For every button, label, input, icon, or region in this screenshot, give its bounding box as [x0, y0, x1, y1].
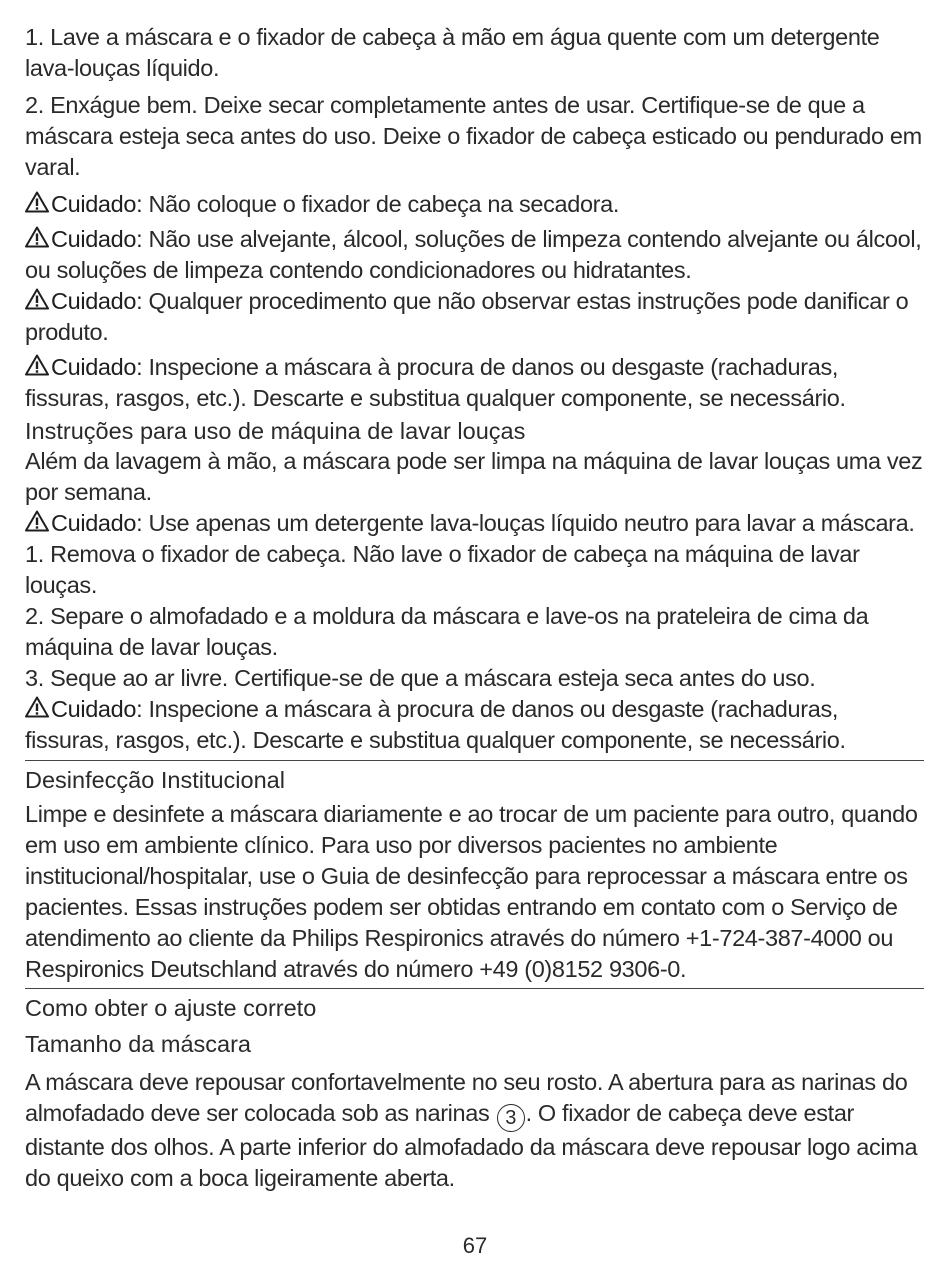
caution-label: Cuidado: [51, 696, 143, 722]
warning-triangle-icon [25, 226, 49, 248]
caution-text: Qualquer procedimento que não observar estas instruções pode danificar o produto. [25, 288, 909, 345]
mask-size-subheading: Tamanho da máscara [25, 1031, 251, 1057]
circled-number-icon: 3 [497, 1104, 525, 1132]
fit-body-text-continued: . O fixador de cabeça deve estar distante dos olhos. A parte inferior do almofadado da máscara deve repousar logo acima do queixo com a boca ligeiramente aberta. [25, 1100, 918, 1191]
caution-label: Cuidado: [51, 510, 143, 536]
warning-triangle-icon [25, 191, 49, 213]
caution-label: Cuidado: [51, 226, 143, 252]
caution-procedure [25, 286, 924, 348]
caution-detergent [25, 508, 924, 539]
disinfection-heading: Desinfecção Institucional [25, 767, 285, 793]
dishwasher-step-2: 2. Separe o almofadado e a moldura da máscara e lave-os na prateleira de cima da máquina de lavar louças. [25, 603, 869, 660]
caution-label: Cuidado: [51, 354, 143, 380]
section-divider [25, 988, 924, 1194]
fit-body-text: A máscara deve repousar confortavelmente no seu rosto. A abertura para as narinas do almofadado deve ser colocada sob as narinas [25, 1069, 908, 1126]
disinfection-body: Limpe e desinfete a máscara diariamente e ao trocar de um paciente para outro, quando em uso em ambiente clínico. Para uso por diversos pacientes no ambiente institucional/hospitalar, use o Guia de desinfecção para reprocessar a máscara entre os pacientes. Essas instruções podem ser obtidas entrando em contato com o Serviço de atendimento ao cliente da Philips Respironics através do número +1-724-387-4000 ou Respironics Deutschland através do número +49 (0)8152 9306-0. [25, 801, 918, 982]
caution-text: Não use alvejante, álcool, soluções de limpeza contendo alvejante ou álcool, ou soluções de limpeza contendo condicionadores ou hidratantes. [25, 226, 922, 283]
caution-text: Inspecione a máscara à procura de danos ou desgaste (rachaduras, fissuras, rasgos, etc.). Descarte e substitua qualquer componente, se necessário. [25, 696, 846, 753]
fit-heading: Como obter o ajuste correto [25, 995, 317, 1021]
document-page [25, 22, 924, 1194]
care-step-2: 2. Enxágue bem. Deixe secar completamente antes de usar. Certifique-se de que a máscara esteja seca antes do uso. Deixe o fixador de cabeça esticado ou pendurado em varal. [25, 92, 922, 180]
warning-triangle-icon [25, 354, 49, 376]
dishwasher-step-1: 1. Remova o fixador de cabeça. Não lave o fixador de cabeça na máquina de lavar louças. [25, 541, 860, 598]
warning-triangle-icon [25, 288, 49, 310]
page-number: 67 [462, 1233, 488, 1258]
warning-triangle-icon [25, 510, 49, 532]
dishwasher-step-3: 3. Seque ao ar livre. Certifique-se de que a máscara esteja seca antes do uso. [25, 665, 816, 691]
caution-dryer [25, 189, 924, 220]
caution-label: Cuidado: [51, 288, 143, 314]
caution-text: Não coloque o fixador de cabeça na secadora. [142, 191, 620, 217]
caution-inspect [25, 352, 924, 414]
caution-label: Cuidado: [51, 191, 143, 217]
caution-text: Inspecione a máscara à procura de danos ou desgaste (rachaduras, fissuras, rasgos, etc.). Descarte e substitua qualquer componente, se necessário. [25, 354, 846, 411]
caution-bleach [25, 224, 924, 286]
caution-text: Use apenas um detergente lava-louças líquido neutro para lavar a máscara. [142, 510, 915, 536]
section-divider [25, 760, 924, 985]
dishwasher-intro: Além da lavagem à mão, a máscara pode ser limpa na máquina de lavar louças uma vez por semana. [25, 448, 923, 505]
warning-triangle-icon [25, 696, 49, 718]
fit-body [25, 1067, 924, 1194]
dishwasher-heading: Instruções para uso de máquina de lavar louças [25, 418, 526, 444]
caution-inspect-dishwasher [25, 694, 924, 756]
care-step-1: 1. Lave a máscara e o fixador de cabeça à mão em água quente com um detergente lava-louças líquido. [25, 24, 880, 81]
